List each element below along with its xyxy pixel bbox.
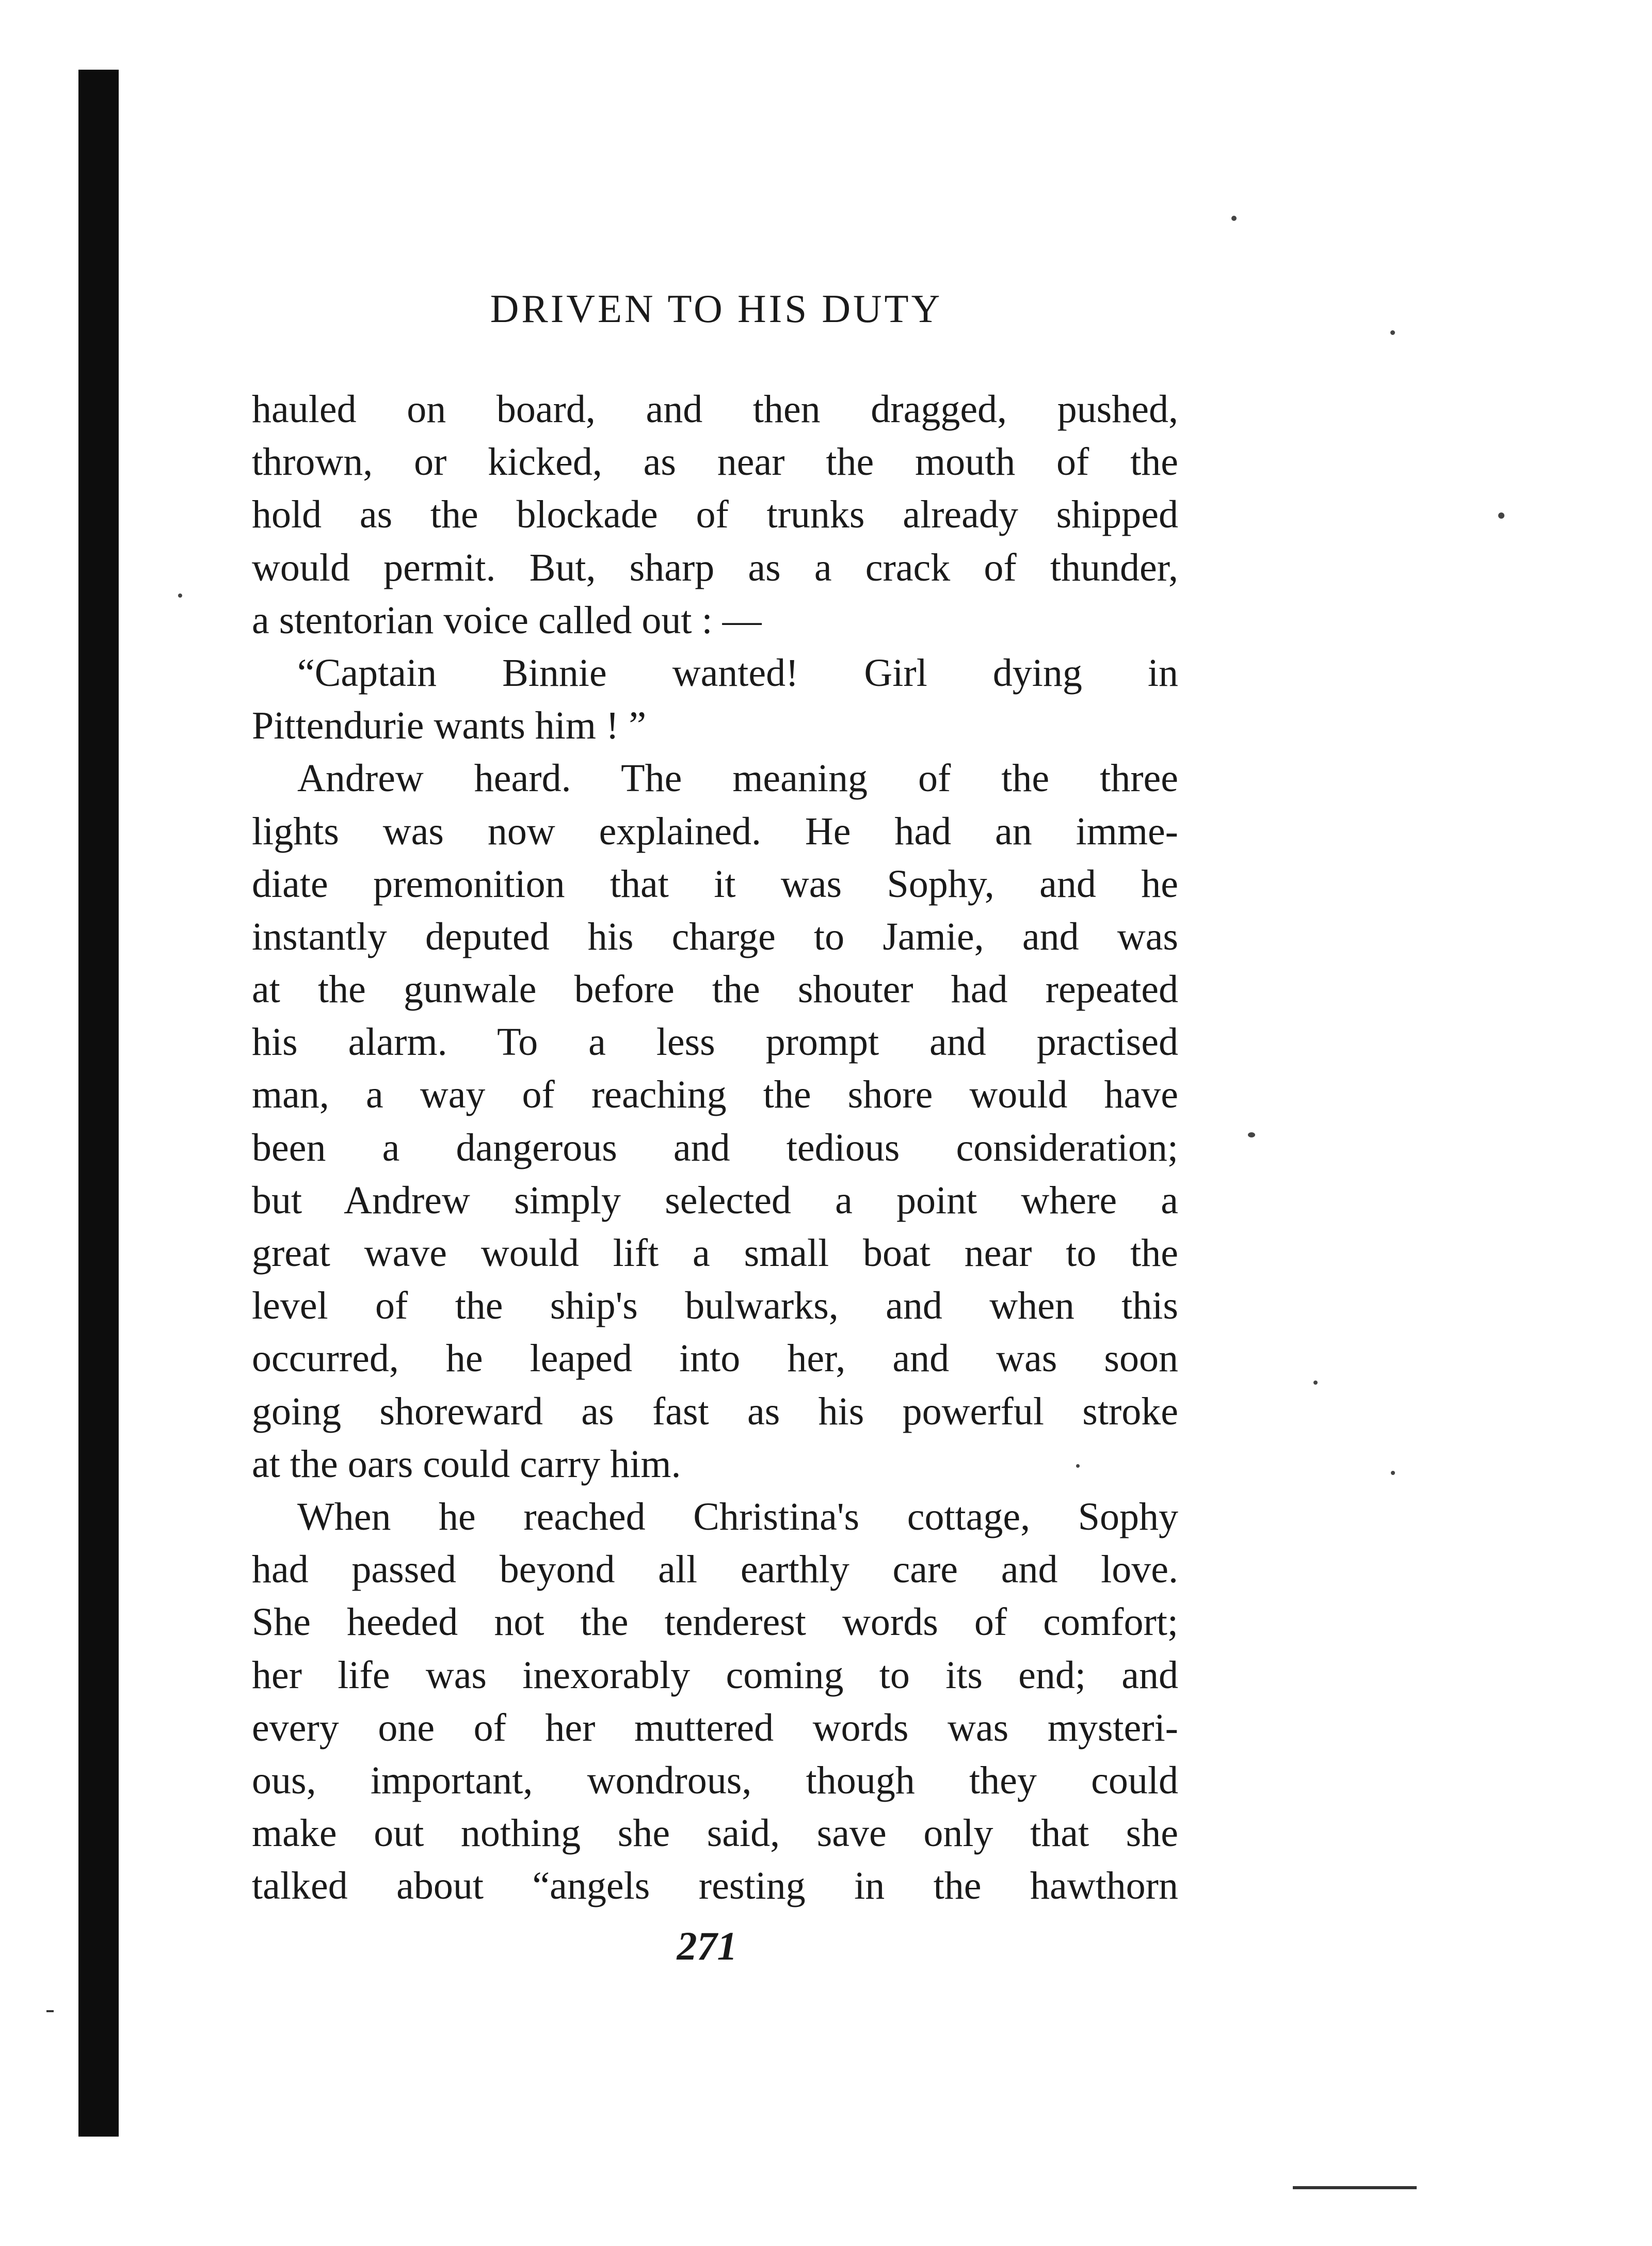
text-line: When he reached Christina's cottage, Sophy xyxy=(297,1495,1178,1538)
text-line: lights was now explained. He had an imme- xyxy=(252,809,1178,853)
text-line: would permit. But, sharp as a crack of thunder, xyxy=(252,546,1178,589)
scan-mark xyxy=(46,2010,54,2012)
text-line: instantly deputed his charge to Jamie, and was xyxy=(252,915,1178,958)
text-line: every one of her muttered words was mysteri- xyxy=(252,1706,1178,1750)
text-line: at the oars could carry him. xyxy=(252,1442,681,1486)
binding-shadow xyxy=(78,70,119,2137)
scan-speck xyxy=(178,593,182,598)
text-line: “Captain Binnie wanted! Girl dying in xyxy=(297,651,1178,695)
scan-speck xyxy=(1391,1471,1395,1475)
scan-speck xyxy=(1313,1381,1318,1385)
text-line: man, a way of reaching the shore would have xyxy=(252,1073,1178,1117)
scan-speck xyxy=(1231,216,1237,221)
text-line: Andrew heard. The meaning of the three xyxy=(297,757,1178,800)
text-line: had passed beyond all earthly care and love. xyxy=(252,1548,1178,1592)
text-line: She heeded not the tenderest words of comfort; xyxy=(252,1600,1178,1644)
text-line: occurred, he leaped into her, and was soon xyxy=(252,1337,1178,1381)
text-line: Pittendurie wants him ! ” xyxy=(252,704,647,748)
text-line: make out nothing she said, save only that she xyxy=(252,1811,1178,1855)
text-line: been a dangerous and tedious consideration; xyxy=(252,1126,1178,1169)
running-head: DRIVEN TO HIS DUTY xyxy=(490,286,943,331)
text-line: talked about “angels resting in the hawthorn xyxy=(252,1864,1178,1908)
text-line: hauled on board, and then dragged, pushed, xyxy=(252,388,1178,431)
text-line: at the gunwale before the shouter had repeated xyxy=(252,968,1178,1012)
text-line: going shoreward as fast as his powerful stroke xyxy=(252,1389,1178,1433)
scan-speck xyxy=(1390,330,1395,335)
text-line: thrown, or kicked, as near the mouth of the xyxy=(252,440,1178,484)
page-number: 271 xyxy=(677,1923,737,1968)
body-text xyxy=(252,383,1178,1912)
text-line: hold as the blockade of trunks already shipped xyxy=(252,493,1178,537)
text-line: ous, important, wondrous, though they could xyxy=(252,1758,1178,1802)
text-line: diate premonition that it was Sophy, and he xyxy=(252,862,1178,906)
text-line: his alarm. To a less prompt and practised xyxy=(252,1020,1178,1064)
text-line: great wave would lift a small boat near to the xyxy=(252,1231,1178,1275)
text-line: a stentorian voice called out : — xyxy=(252,598,762,642)
text-line: her life was inexorably coming to its end; and xyxy=(252,1653,1178,1697)
scan-speck xyxy=(1248,1132,1255,1137)
scan-mark xyxy=(1293,2186,1417,2189)
text-line: level of the ship's bulwarks, and when this xyxy=(252,1284,1178,1328)
scan-speck xyxy=(1498,512,1504,519)
text-line: but Andrew simply selected a point where a xyxy=(252,1178,1178,1222)
scan-speck xyxy=(1076,1464,1080,1468)
